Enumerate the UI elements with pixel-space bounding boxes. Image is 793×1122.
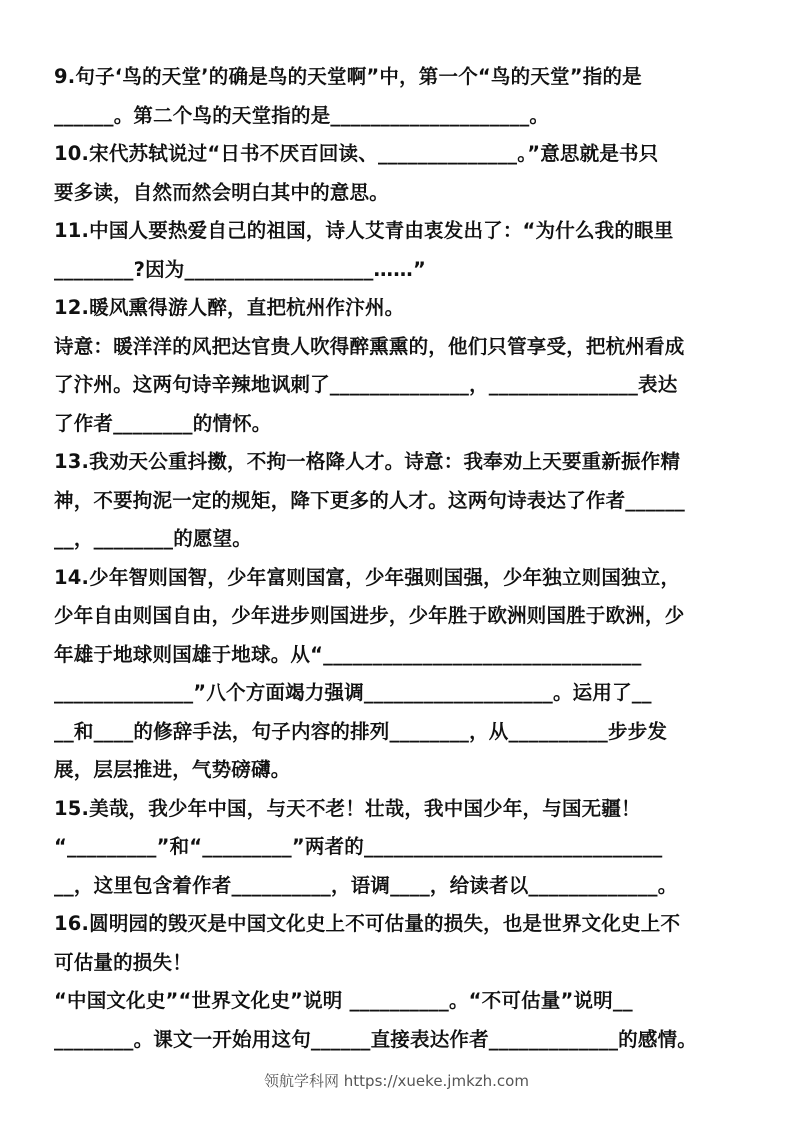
text-line: 12.暖风熏得游人醉，直把杭州作汴州。: [54, 296, 405, 319]
text-line: ________?因为___________________……”: [54, 257, 426, 281]
text-line: 神，不要拘泥一定的规矩，降下更多的人才。这两句诗表达了作者______: [54, 488, 686, 512]
text-line: “_________”和“_________”两者的______________________________: [54, 835, 663, 858]
text-line: 15.美哉，我少年中国，与天不老！壮哉，我中国少年，与国无疆！: [54, 796, 641, 820]
text-line: 了作者________的情怀。: [54, 411, 272, 435]
text-line: 年雄于地球则国雄于地球。从“________________________________: [54, 642, 642, 666]
text-line: 要多读，自然而然会明白其中的意思。: [54, 180, 389, 204]
text-line: ________。课文一开始用这句______直接表达作者_____________的感情。: [54, 1027, 697, 1051]
text-line: 13.我劝天公重抖擞，不拘一格降人才。诗意：我奉劝上天要重新振作精: [54, 450, 681, 473]
text-line: __和____的修辞手法，句子内容的排列________，从__________步步发: [54, 719, 668, 743]
text-line: __，________的愿望。: [54, 527, 253, 550]
page-footer: 领航学科网 https://xueke.jmkzh.com: [264, 1072, 529, 1090]
text-line: 诗意：暖洋洋的风把达官贵人吹得醉熏熏的，他们只管享受，把杭州看成: [54, 334, 685, 358]
text-line: 了汴州。这两句诗辛辣地讽刺了______________，_______________表达: [54, 373, 678, 396]
text-line: ______________”八个方面竭力强调___________________。运用了__: [54, 681, 652, 704]
text-line: 少年自由则国自由，少年进步则国进步，少年胜于欧洲则国胜于欧洲，少: [54, 604, 685, 627]
text-line: 9.句子‘鸟的天堂’的确是鸟的天堂啊”中，第一个“鸟的天堂”指的是: [54, 65, 642, 88]
text-line: 可估量的损失！: [54, 950, 192, 974]
text-line: 16.圆明园的毁灭是中国文化史上不可估量的损失，也是世界文化史上不: [54, 912, 681, 935]
question-lines: [54, 58, 744, 1059]
text-line: __，这里包含着作者__________，语调____，给读者以_____________。: [54, 873, 678, 897]
text-line: ______。第二个鸟的天堂指的是____________________。: [54, 103, 550, 127]
text-line: 14.少年智则国智，少年富则国富，少年强则国强，少年独立则国独立，: [54, 565, 681, 589]
text-line: 11.中国人要热爱自己的祖国，诗人艾青由衷发出了：“为什么我的眼里: [54, 219, 674, 242]
text-line: 展，层层推进，气势磅礴。: [54, 758, 291, 781]
text-line: 10.宋代苏轼说过“日书不厌百回读、______________。”意思就是书只: [54, 142, 659, 165]
text-line: “中国文化史”“世界文化史”说明 __________。“不可估量”说明__: [54, 989, 633, 1012]
